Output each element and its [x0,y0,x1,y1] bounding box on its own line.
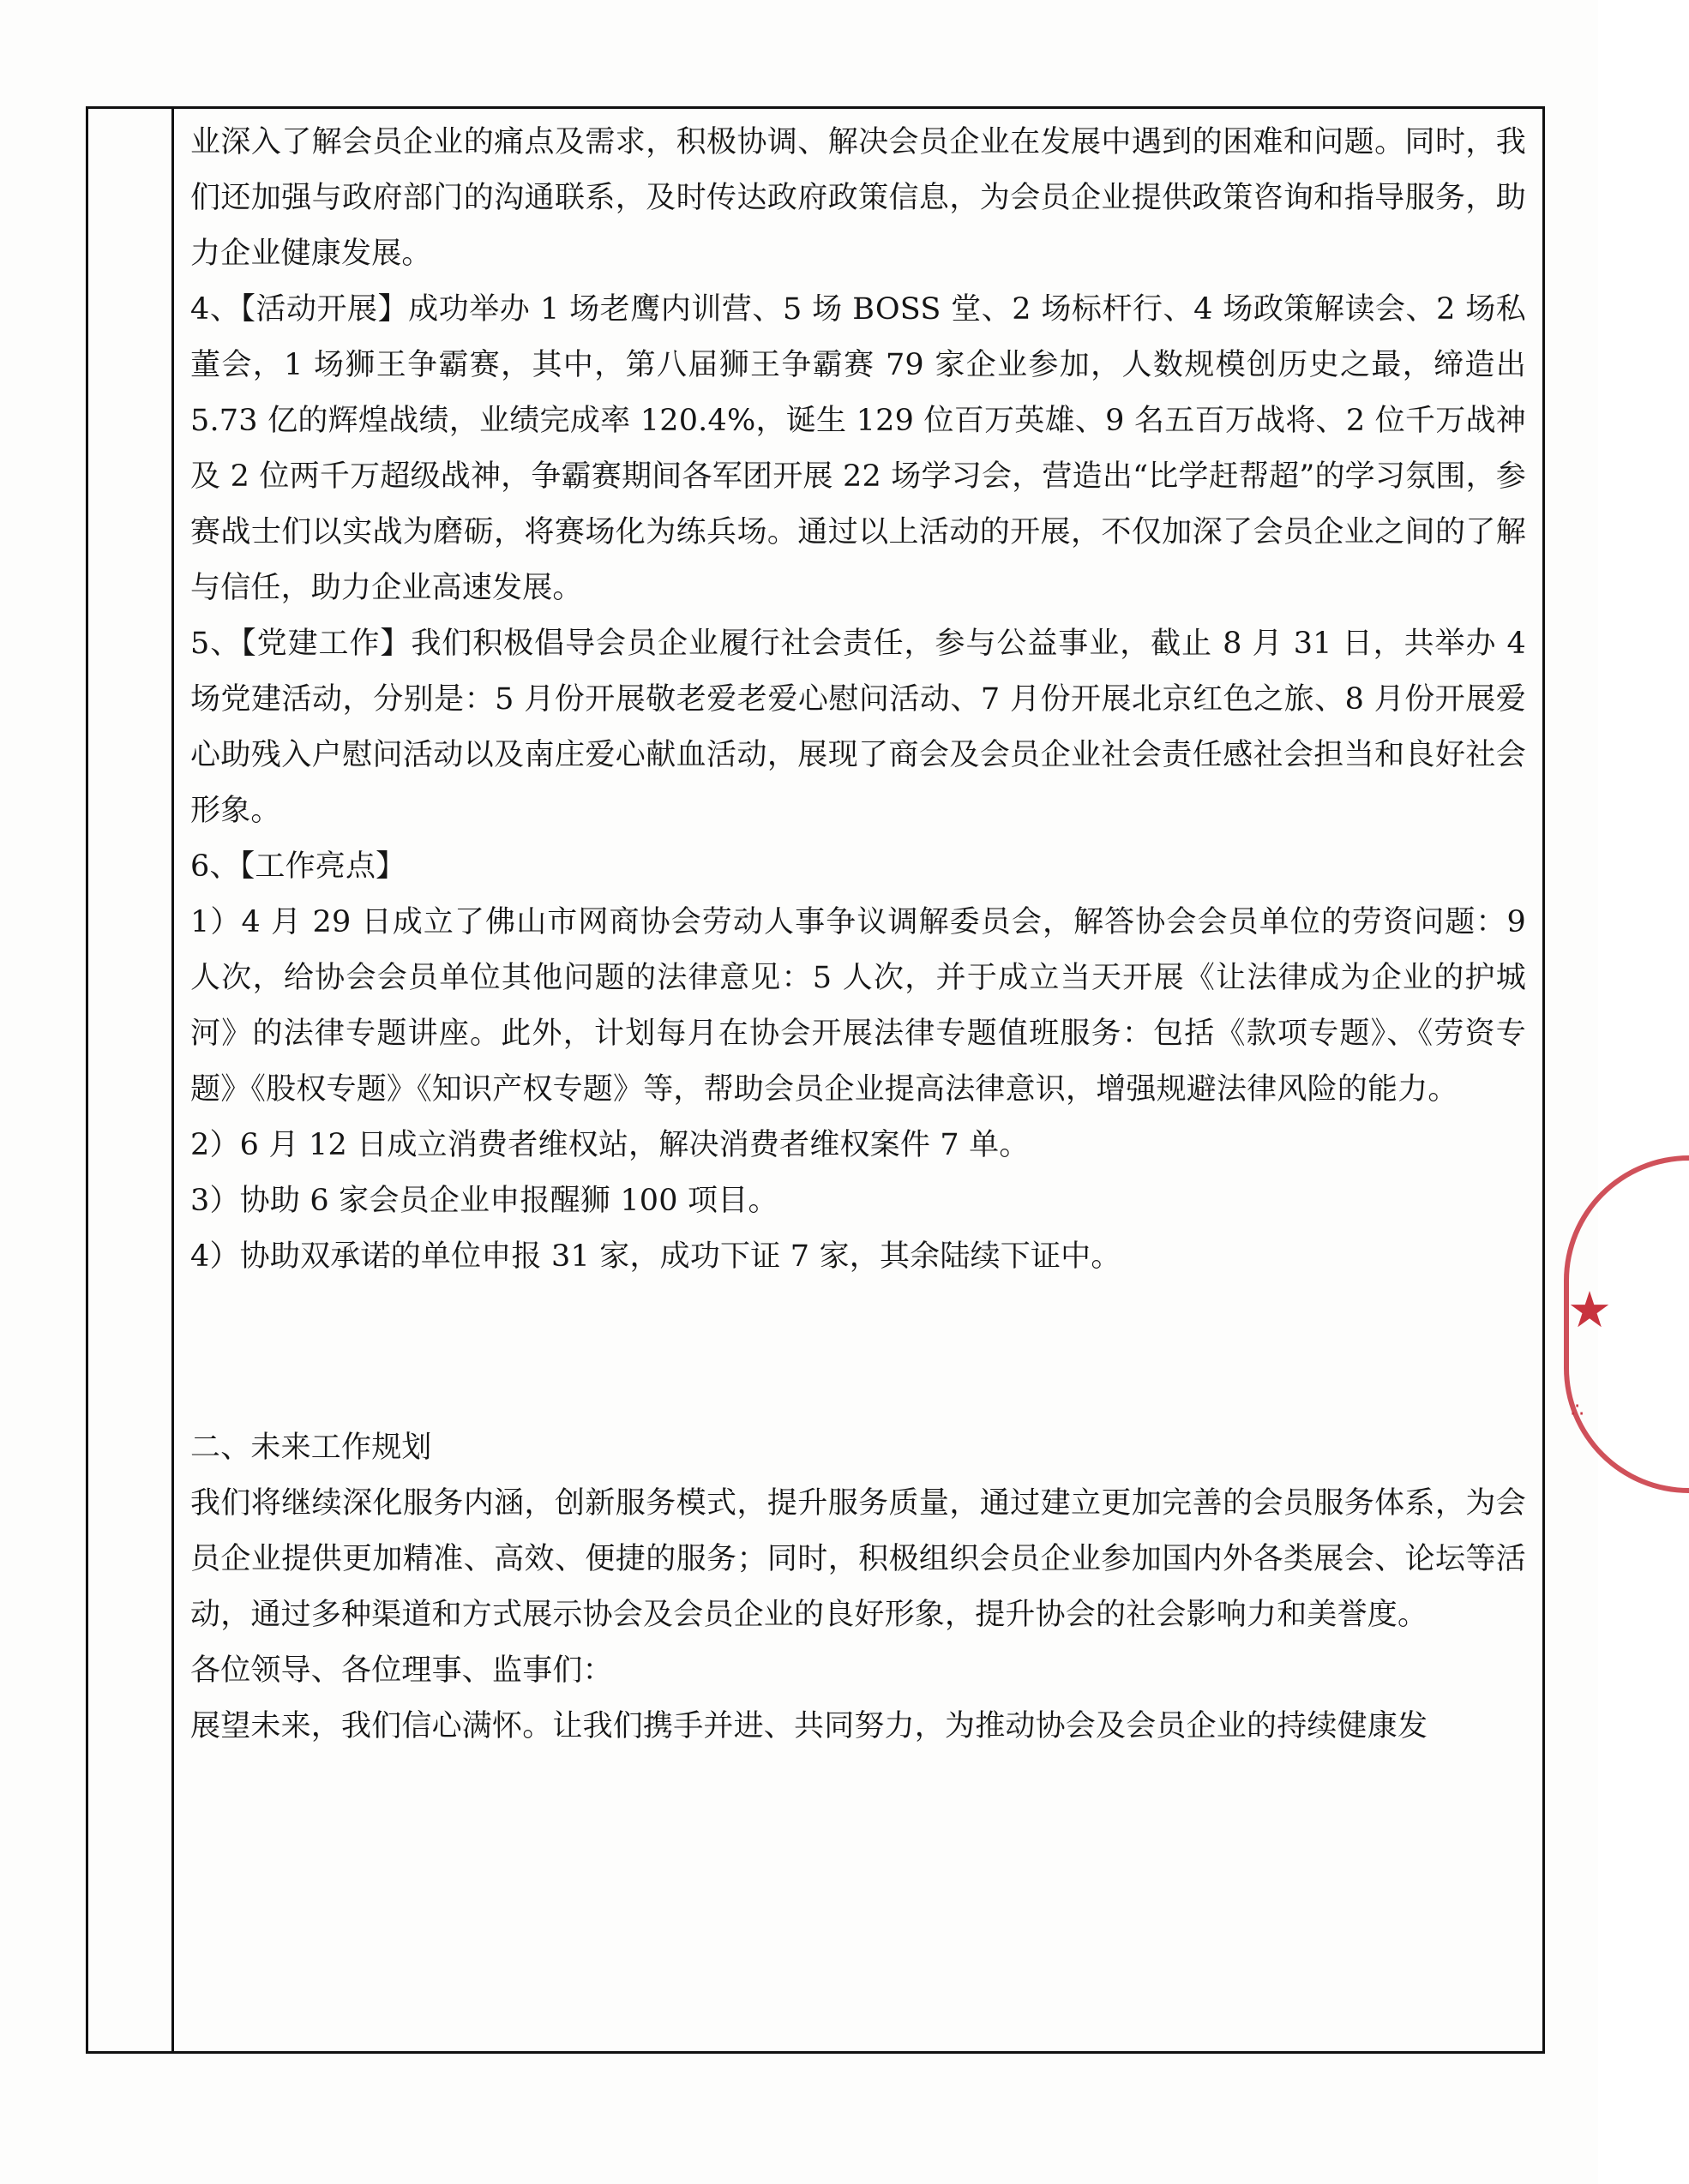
paragraph-highlight-1: 1）4 月 29 日成立了佛山市网商协会劳动人事争议调解委员会，解答协会会员单位的劳资问题：9 人次，给协会会员单位其他问题的法律意见：5 人次，并于成立当天开展《让法律成为企业的护城河》的法律专题讲座。此外，计划每月在协会开展法律专题值班服务：包括《款项专题》、《劳资专题》《股权专题》《知识产权专题》等，帮助会员企业提高法律意识，增强规避法律风险的能力。 [190,905,1526,1107]
paragraph-future-planning: 我们将继续深化服务内涵，创新服务模式，提升服务质量，通过建立更加完善的会员服务体系，为会员企业提供更加精准、高效、便捷的服务；同时，积极组织会员企业参加国内外各类展会、论坛等活动，通过多种渠道和方式展示协会及会员企业的良好形象，提升协会的社会影响力和美誉度。 [190,1486,1526,1632]
table-left-border [86,106,88,2054]
paragraph-intro-continuation: 业深入了解会员企业的痛点及需求，积极协调、解决会员企业在发展中遇到的困难和问题。同时，我们还加强与政府部门的沟通联系，及时传达政府政策信息，为会员企业提供政策咨询和指导服务，助力企业健康发展。 [190,125,1526,271]
seal-mark: ∴ [1571,1398,1584,1422]
paragraph-closing: 展望未来，我们信心满怀。让我们携手并进、共同努力，为推动协会及会员企业的持续健康发 [190,1709,1428,1743]
paragraph-party-building: 5、【党建工作】我们积极倡导会员企业履行社会责任，参与公益事业，截止 8 月 31 日，共举办 4 场党建活动，分别是：5 月份开展敬老爱老爱心慰问活动、7 月份开展北京红色之旅、8 月份开展爱心助残入户慰问活动以及南庄爱心献血活动，展现了商会及会员企业社会责任感社会担当和良好社会形象。 [190,627,1526,828]
paragraph-salutation: 各位领导、各位理事、监事们： [190,1653,613,1688]
paragraph-highlight-4: 4）协助双承诺的单位申报 31 家，成功下证 7 家，其余陆续下证中。 [190,1239,1121,1274]
red-seal-stamp [1559,1155,1612,1483]
table-middle-border [171,106,174,2054]
paragraph-activity: 4、【活动开展】成功举办 1 场老鹰内训营、5 场 BOSS 堂、2 场标杆行、4 场政策解读会、2 场私董会，1 场狮王争霸赛，其中，第八届狮王争霸赛 79 家企业参加，人数规模创历史之最，缔造出 5.73 亿的辉煌战绩，业绩完成率 120.4%，诞生 129 位百万英雄、9 名五百万战将、2 位千万战神及 2 位两千万超级战神，争霸赛期间各军团开展 22 场学习会，营造出“比学赶帮超”的学习氛围，参赛战士们以实战为磨砺，将赛场化为练兵场。通过以上活动的开展，不仅加深了会员企业之间的了解与信任，助力企业高速发展。 [190,292,1526,605]
paragraph-highlight-3: 3）协助 6 家会员企业申报醒狮 100 项目。 [190,1184,778,1218]
paragraph-highlights-heading: 6、【工作亮点】 [190,849,406,884]
blank-space [190,1285,1526,1420]
table-bottom-border [86,2051,1545,2054]
paragraph-highlight-2: 2）6 月 12 日成立消费者维权站，解决消费者维权案件 7 单。 [190,1128,1030,1162]
section-title-future-planning: 二、未来工作规划 [190,1431,432,1465]
seal-star-icon: ★ [1567,1281,1612,1339]
document-body [190,115,1526,1755]
table-top-border [86,106,1545,109]
table-right-border [1542,106,1545,2054]
